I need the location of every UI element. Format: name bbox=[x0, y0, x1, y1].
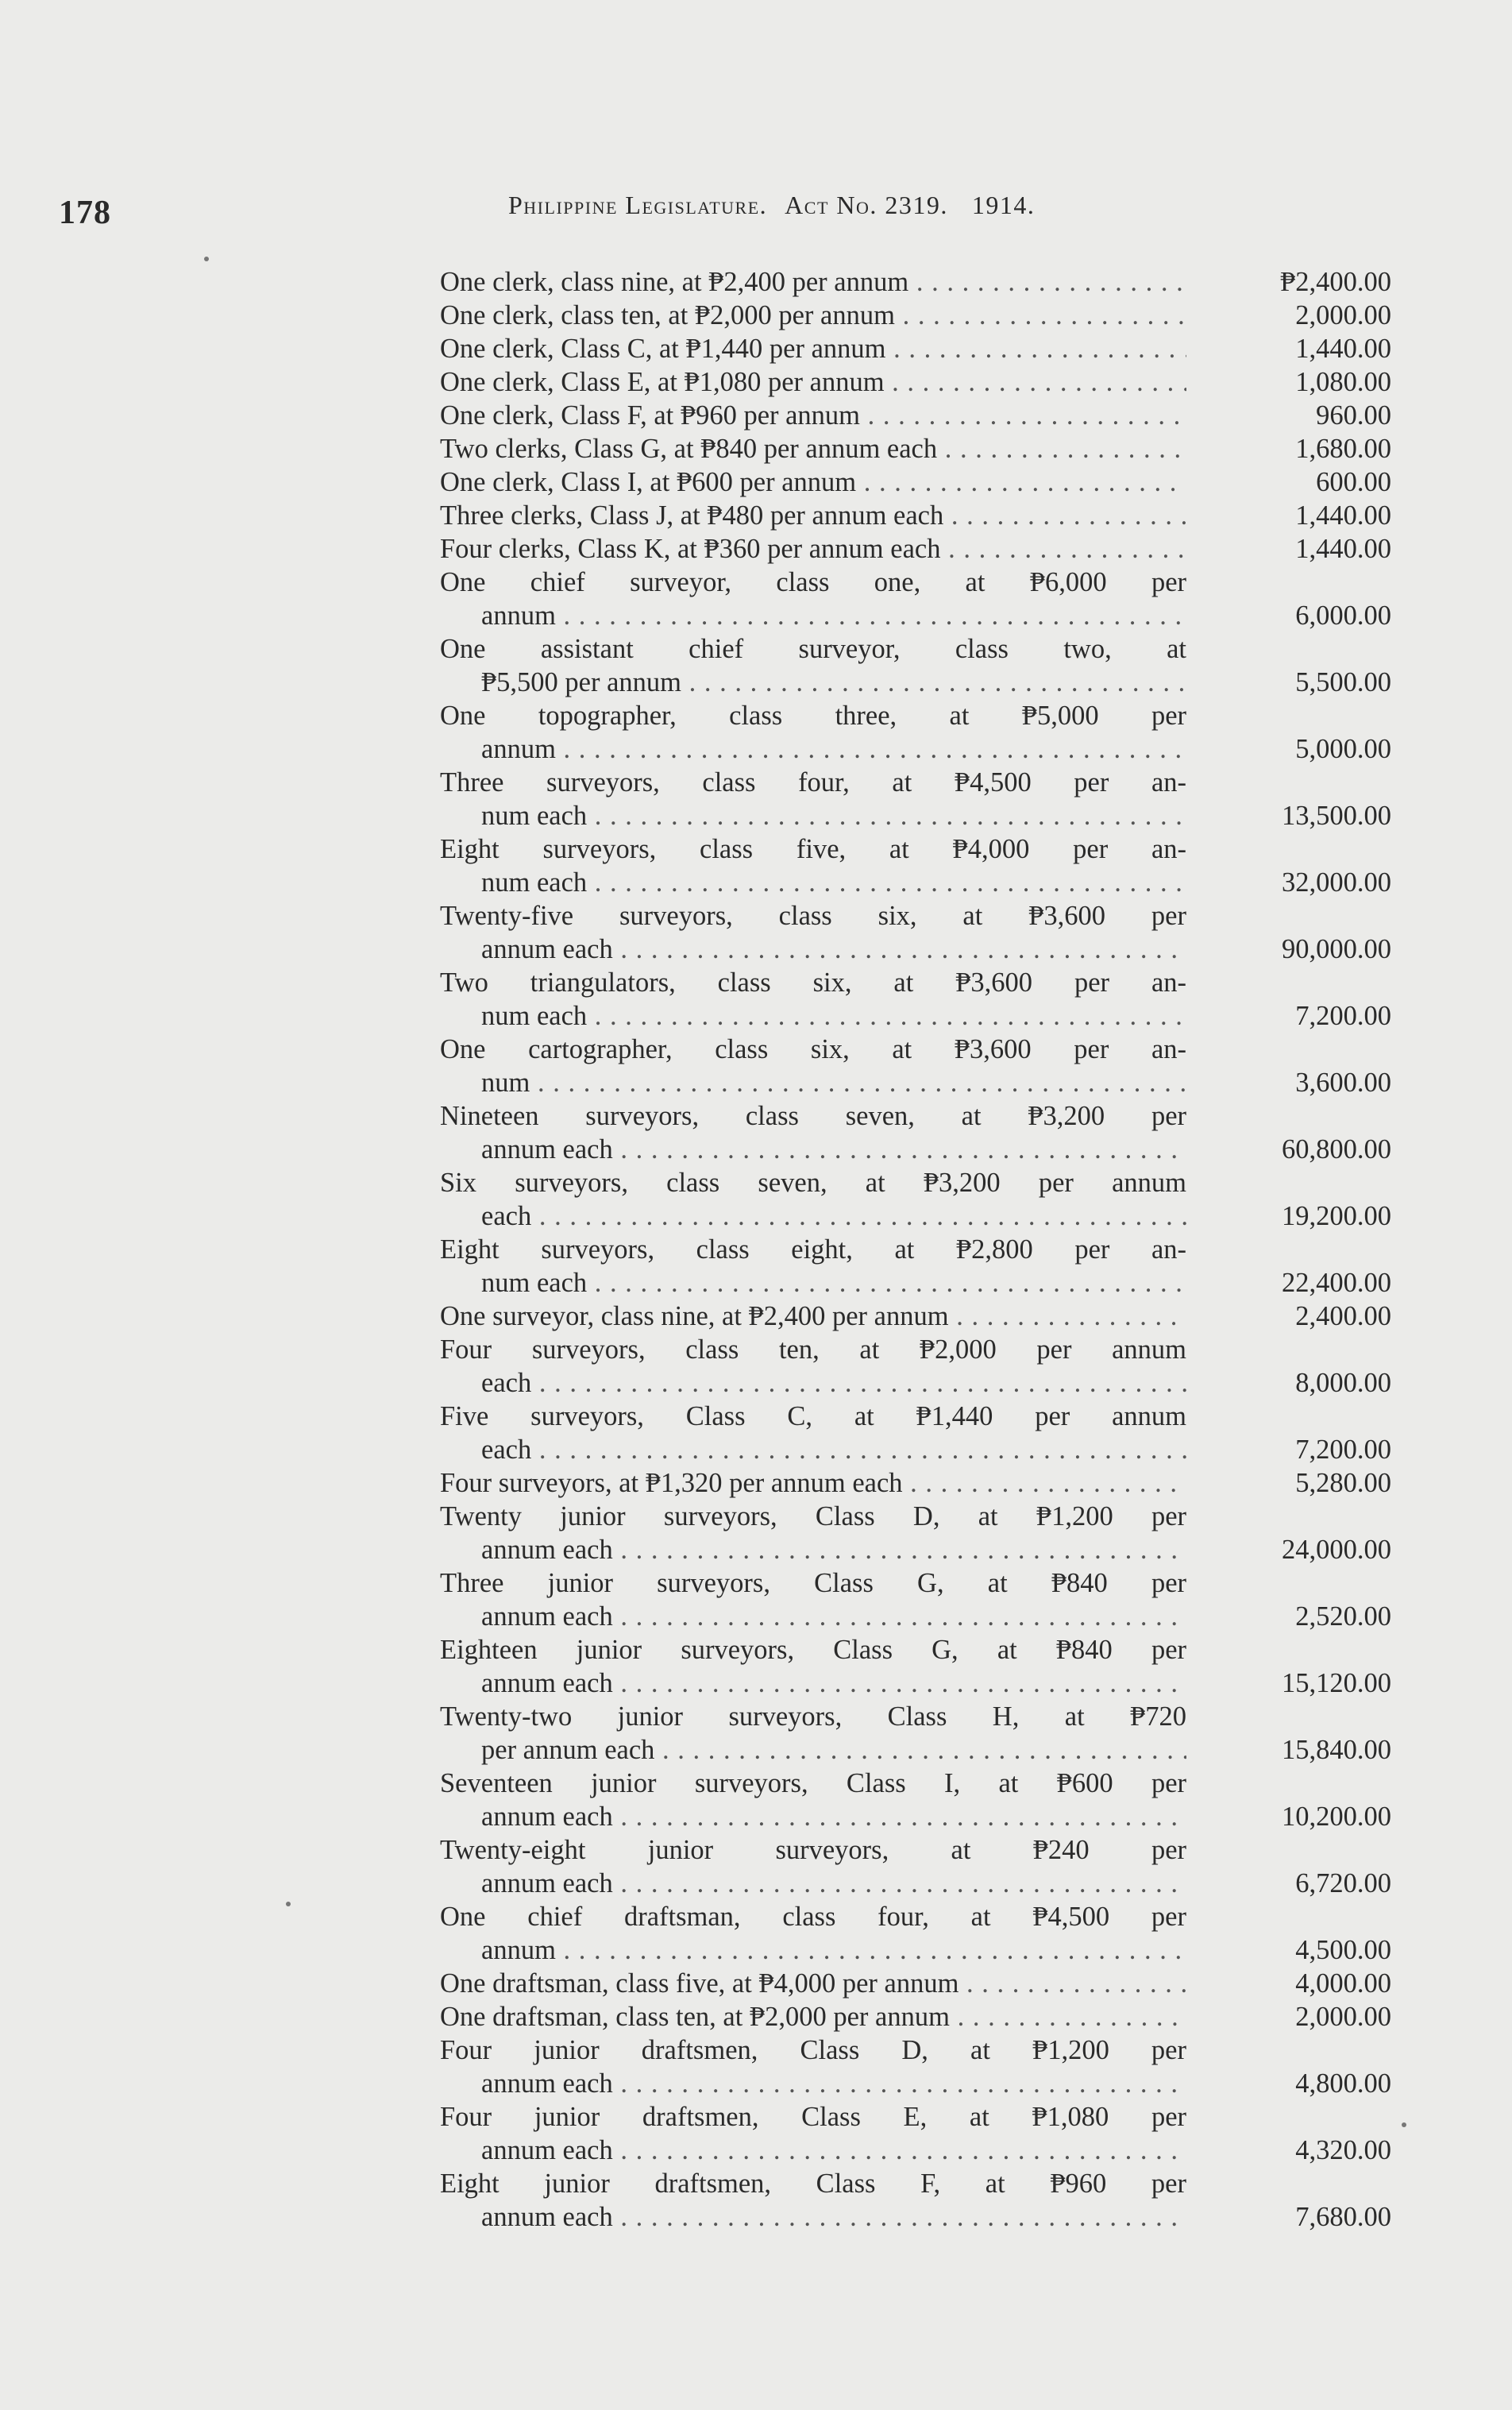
item-amount: ₱2,400.00 bbox=[1280, 267, 1391, 297]
item-description-line: Four surveyors, class ten, at ₱2,000 per annum bbox=[440, 1334, 1186, 1365]
item-description-continuation: annum each . . . bbox=[481, 1533, 1186, 1566]
item-amount: 32,000.00 bbox=[1282, 867, 1391, 898]
item-amount: 90,000.00 bbox=[1282, 934, 1391, 964]
appropriation-item bbox=[440, 566, 1391, 632]
item-amount: 10,200.00 bbox=[1282, 1802, 1391, 1832]
item-description-line: One clerk, Class E, at ₱1,080 per annum . . . bbox=[440, 365, 1186, 399]
item-description-continuation: per annum each . . . bbox=[481, 1733, 1186, 1767]
item-amount: 960.00 bbox=[1316, 400, 1391, 431]
item-description-continuation: annum each . . . bbox=[481, 933, 1186, 966]
item-description-continuation: annum each . . . bbox=[481, 1600, 1186, 1633]
item-description-line: One chief surveyor, class one, at ₱6,000 per bbox=[440, 567, 1186, 597]
item-description-line: One clerk, Class F, at ₱960 per annum . . . bbox=[440, 399, 1186, 432]
item-description-line: Two clerks, Class G, at ₱840 per annum each . . . bbox=[440, 432, 1186, 465]
item-description-continuation: annum each . . . bbox=[481, 2067, 1186, 2100]
item-amount: 4,000.00 bbox=[1295, 1968, 1391, 1999]
item-amount: 8,000.00 bbox=[1295, 1368, 1391, 1398]
item-amount: 5,280.00 bbox=[1295, 1468, 1391, 1498]
appropriation-item bbox=[440, 1166, 1391, 1233]
appropriation-item bbox=[440, 465, 1391, 499]
appropriation-item bbox=[440, 299, 1391, 332]
appropriation-item bbox=[440, 699, 1391, 766]
appropriation-item bbox=[440, 766, 1391, 832]
item-description-line: One cartographer, class six, at ₱3,600 per an- bbox=[440, 1034, 1186, 1064]
item-amount: 15,840.00 bbox=[1282, 1735, 1391, 1765]
item-description-continuation: num each . . . bbox=[481, 1266, 1186, 1300]
appropriation-item bbox=[440, 832, 1391, 899]
appropriation-item bbox=[440, 2033, 1391, 2100]
appropriation-item bbox=[440, 332, 1391, 365]
item-description-continuation: annum each . . . bbox=[481, 2200, 1186, 2234]
item-amount: 2,000.00 bbox=[1295, 300, 1391, 330]
item-description-continuation: ₱5,500 per annum . . . bbox=[481, 666, 1186, 699]
appropriation-item bbox=[440, 1566, 1391, 1633]
item-amount: 3,600.00 bbox=[1295, 1068, 1391, 1098]
item-description-line: Twenty-eight junior surveyors, at ₱240 per bbox=[440, 1835, 1186, 1865]
item-amount: 5,500.00 bbox=[1295, 667, 1391, 697]
item-description-continuation: num . . . bbox=[481, 1066, 1186, 1099]
item-amount: 15,120.00 bbox=[1282, 1668, 1391, 1698]
item-amount: 24,000.00 bbox=[1282, 1535, 1391, 1565]
item-description-continuation: annum each . . . bbox=[481, 1867, 1186, 1900]
item-description-continuation: annum . . . bbox=[481, 599, 1186, 632]
item-description-continuation: annum each . . . bbox=[481, 1667, 1186, 1700]
item-amount: 13,500.00 bbox=[1282, 801, 1391, 831]
item-amount: 6,720.00 bbox=[1295, 1868, 1391, 1898]
page-number: 178 bbox=[59, 195, 111, 231]
item-description-line: One assistant chief surveyor, class two, at bbox=[440, 634, 1186, 664]
item-amount: 1,440.00 bbox=[1295, 500, 1391, 531]
item-description-line: Five surveyors, Class C, at ₱1,440 per annum bbox=[440, 1401, 1186, 1431]
item-amount: 2,520.00 bbox=[1295, 1601, 1391, 1632]
item-description-line: Eight junior draftsmen, Class F, at ₱960 per bbox=[440, 2169, 1186, 2199]
paper-speck bbox=[204, 257, 209, 261]
item-description-line: Two triangulators, class six, at ₱3,600 per an- bbox=[440, 967, 1186, 998]
item-amount: 6,000.00 bbox=[1295, 601, 1391, 631]
item-description-line: Twenty-two junior surveyors, Class H, at ₱720 bbox=[440, 1701, 1186, 1732]
item-amount: 22,400.00 bbox=[1282, 1268, 1391, 1298]
item-amount: 5,000.00 bbox=[1295, 734, 1391, 764]
appropriation-item bbox=[440, 1767, 1391, 1833]
item-description-line: One clerk, Class C, at ₱1,440 per annum . . . bbox=[440, 332, 1186, 365]
appropriation-item bbox=[440, 632, 1391, 699]
appropriation-item bbox=[440, 432, 1391, 465]
appropriation-item bbox=[440, 1333, 1391, 1400]
item-amount: 19,200.00 bbox=[1282, 1201, 1391, 1231]
item-description-continuation: num each . . . bbox=[481, 799, 1186, 832]
running-head-year: 1914. bbox=[971, 191, 1036, 219]
appropriation-item bbox=[440, 1400, 1391, 1466]
item-description-line: One clerk, class ten, at ₱2,000 per annum . . . bbox=[440, 299, 1186, 332]
appropriation-item bbox=[440, 966, 1391, 1033]
item-description-line: Twenty-five surveyors, class six, at ₱3,600 per bbox=[440, 901, 1186, 931]
item-amount: 1,080.00 bbox=[1295, 367, 1391, 397]
running-head bbox=[508, 191, 1318, 220]
item-description-line: Four junior draftsmen, Class E, at ₱1,080 per bbox=[440, 2102, 1186, 2132]
appropriation-item bbox=[440, 2100, 1391, 2167]
item-amount: 1,440.00 bbox=[1295, 334, 1391, 364]
item-description-line: Eight surveyors, class five, at ₱4,000 per an- bbox=[440, 834, 1186, 864]
item-description-continuation: annum . . . bbox=[481, 1933, 1186, 1967]
item-description-line: Four junior draftsmen, Class D, at ₱1,200 per bbox=[440, 2035, 1186, 2065]
item-description-line: Three surveyors, class four, at ₱4,500 per an- bbox=[440, 767, 1186, 798]
appropriation-item bbox=[440, 365, 1391, 399]
paper-speck bbox=[1402, 2122, 1406, 2127]
item-description-line: One topographer, class three, at ₱5,000 per bbox=[440, 701, 1186, 731]
appropriation-item bbox=[440, 1833, 1391, 1900]
appropriation-item bbox=[440, 1033, 1391, 1099]
appropriation-item bbox=[440, 1900, 1391, 1967]
running-head-title: Philippine Legislature. bbox=[508, 191, 768, 219]
item-amount: 2,400.00 bbox=[1295, 1301, 1391, 1331]
item-description-continuation: annum each . . . bbox=[481, 1133, 1186, 1166]
appropriation-item bbox=[440, 1633, 1391, 1700]
item-description-line: Six surveyors, class seven, at ₱3,200 per annum bbox=[440, 1168, 1186, 1198]
item-description-continuation: num each . . . bbox=[481, 866, 1186, 899]
item-description-line: Eighteen junior surveyors, Class G, at ₱840 per bbox=[440, 1635, 1186, 1665]
item-description-line: Three junior surveyors, Class G, at ₱840 per bbox=[440, 1568, 1186, 1598]
item-amount: 60,800.00 bbox=[1282, 1134, 1391, 1164]
item-description-line: One surveyor, class nine, at ₱2,400 per annum . . . bbox=[440, 1300, 1186, 1333]
appropriation-item bbox=[440, 532, 1391, 566]
item-description-line: Eight surveyors, class eight, at ₱2,800 per an- bbox=[440, 1234, 1186, 1265]
appropriation-item bbox=[440, 1967, 1391, 2000]
running-head-act: Act No. 2319. bbox=[785, 191, 948, 219]
appropriation-item bbox=[440, 399, 1391, 432]
appropriation-item bbox=[440, 1099, 1391, 1166]
item-amount: 1,440.00 bbox=[1295, 534, 1391, 564]
item-amount: 2,000.00 bbox=[1295, 2002, 1391, 2032]
appropriation-item bbox=[440, 499, 1391, 532]
item-description-continuation: each . . . bbox=[481, 1199, 1186, 1233]
appropriation-item bbox=[440, 265, 1391, 299]
item-description-line: Nineteen surveyors, class seven, at ₱3,200 per bbox=[440, 1101, 1186, 1131]
item-amount: 4,320.00 bbox=[1295, 2135, 1391, 2165]
item-description-continuation: annum . . . bbox=[481, 732, 1186, 766]
item-description-line: Seventeen junior surveyors, Class I, at ₱600 per bbox=[440, 1768, 1186, 1798]
item-description-continuation: each . . . bbox=[481, 1366, 1186, 1400]
item-description-continuation: annum each . . . bbox=[481, 1800, 1186, 1833]
appropriation-item-list bbox=[440, 265, 1391, 2234]
item-description-continuation: annum each . . . bbox=[481, 2134, 1186, 2167]
item-amount: 4,800.00 bbox=[1295, 2068, 1391, 2099]
item-description-line: Three clerks, Class J, at ₱480 per annum each . . . bbox=[440, 499, 1186, 532]
item-description-continuation: num each . . . bbox=[481, 999, 1186, 1033]
item-amount: 7,680.00 bbox=[1295, 2202, 1391, 2232]
item-description-line: One clerk, Class I, at ₱600 per annum . . . bbox=[440, 465, 1186, 499]
item-description-line: Four surveyors, at ₱1,320 per annum each . . . bbox=[440, 1466, 1186, 1500]
item-description-continuation: each . . . bbox=[481, 1433, 1186, 1466]
item-description-line: Four clerks, Class K, at ₱360 per annum each . . . bbox=[440, 532, 1186, 566]
appropriation-item bbox=[440, 1500, 1391, 1566]
appropriation-item bbox=[440, 1700, 1391, 1767]
item-amount: 600.00 bbox=[1316, 467, 1391, 497]
item-description-line: Twenty junior surveyors, Class D, at ₱1,200 per bbox=[440, 1501, 1186, 1531]
appropriation-item bbox=[440, 1233, 1391, 1300]
item-amount: 7,200.00 bbox=[1295, 1001, 1391, 1031]
item-description-line: One draftsman, class ten, at ₱2,000 per annum . . . bbox=[440, 2000, 1186, 2033]
item-amount: 4,500.00 bbox=[1295, 1935, 1391, 1965]
appropriation-item bbox=[440, 2000, 1391, 2033]
item-description-line: One chief draftsman, class four, at ₱4,500 per bbox=[440, 1902, 1186, 1932]
item-description-line: One draftsman, class five, at ₱4,000 per annum . . . bbox=[440, 1967, 1186, 2000]
item-description-line: One clerk, class nine, at ₱2,400 per annum . . . bbox=[440, 265, 1186, 299]
appropriation-item bbox=[440, 899, 1391, 966]
appropriation-item bbox=[440, 1466, 1391, 1500]
appropriation-item bbox=[440, 2167, 1391, 2234]
appropriation-item bbox=[440, 1300, 1391, 1333]
paper-speck bbox=[286, 1902, 291, 1906]
item-amount: 7,200.00 bbox=[1295, 1435, 1391, 1465]
item-amount: 1,680.00 bbox=[1295, 434, 1391, 464]
